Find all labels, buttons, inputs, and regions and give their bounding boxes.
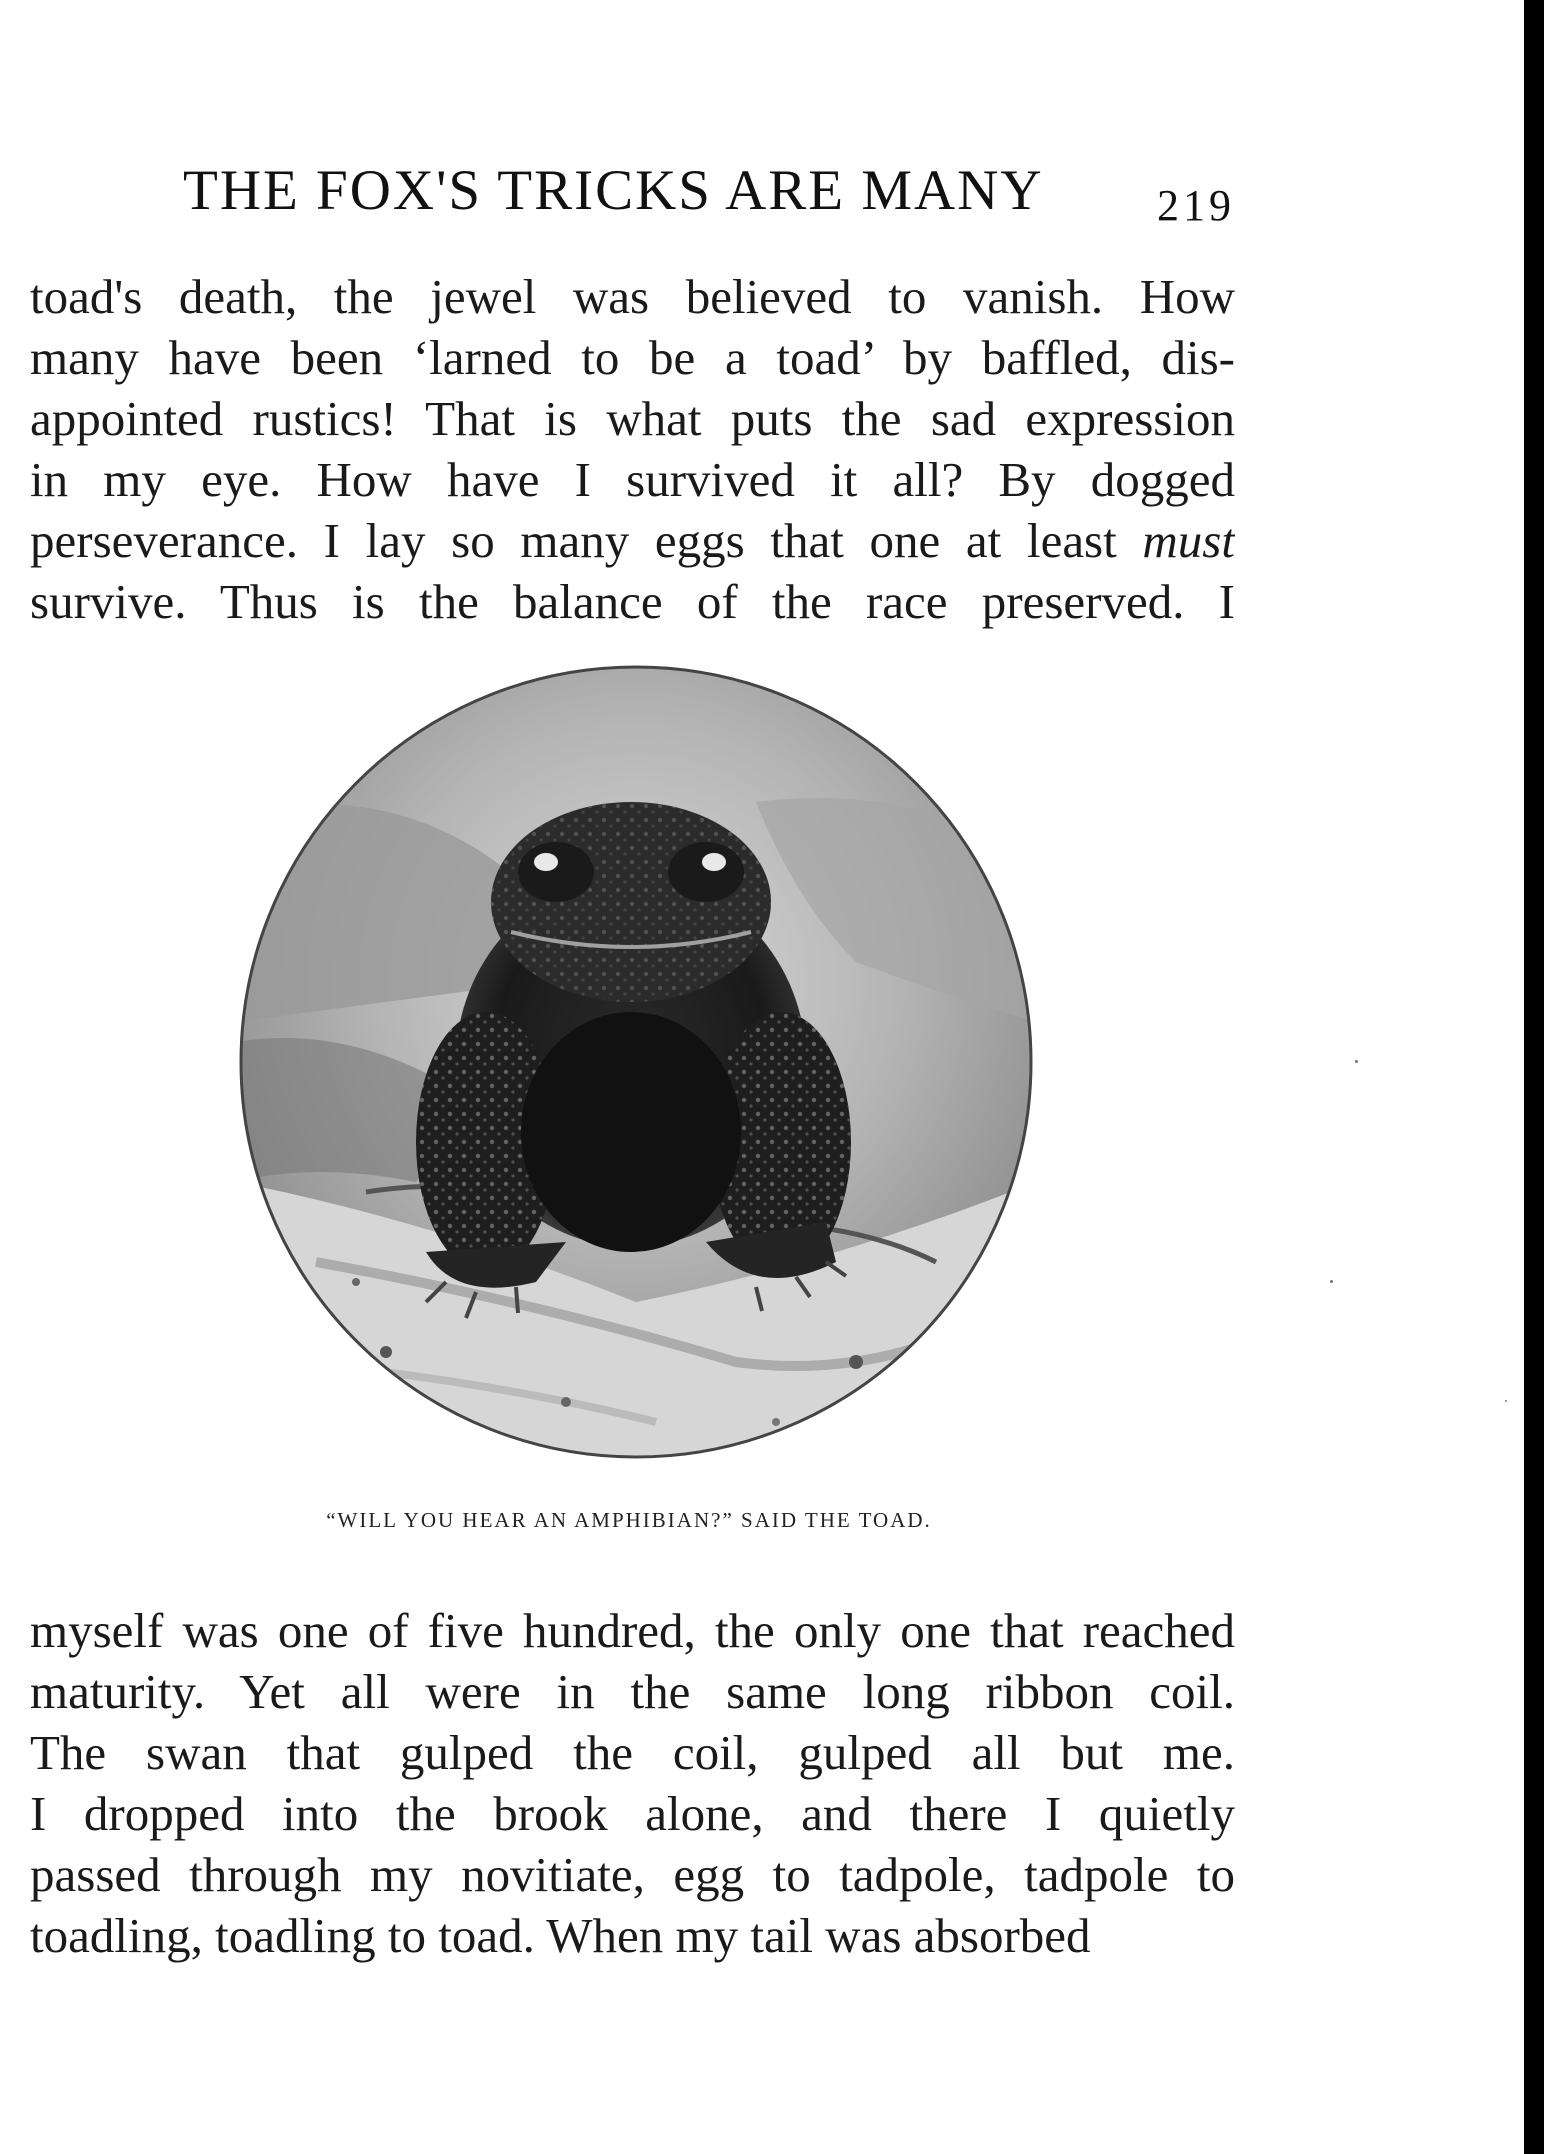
text-line: myself was one of five hundred, the only one that reached xyxy=(30,1603,1235,1658)
text-line: in my eye. How have I survived it all? By dogged xyxy=(30,452,1235,507)
text-line: I dropped into the brook alone, and there I quietly xyxy=(30,1786,1235,1841)
scan-speck xyxy=(1505,1400,1507,1402)
scan-speck xyxy=(1330,1280,1333,1283)
scan-speck xyxy=(1355,1060,1358,1063)
scan-edge-border xyxy=(1524,0,1544,2154)
text-line: passed through my novitiate, egg to tadpole, tadpole to xyxy=(30,1847,1235,1902)
text-line: toadling, toadling to toad. When my tail was absorbed xyxy=(30,1908,1091,1963)
emphasis-word: must xyxy=(1142,513,1235,568)
text-line: The swan that gulped the coil, gulped all but me. xyxy=(30,1725,1235,1780)
toad-photograph xyxy=(236,662,1036,1462)
paragraph-bottom xyxy=(30,1600,1235,1966)
text-line-with-emphasis xyxy=(30,510,1235,571)
chapter-title: THE FOX'S TRICKS ARE MANY xyxy=(183,159,1044,222)
text-line: survive. Thus is the balance of the race preserved. I xyxy=(30,574,1235,629)
text-line: maturity. Yet all were in the same long ribbon coil. xyxy=(30,1664,1235,1719)
paragraph-top xyxy=(30,266,1235,632)
text-line: toad's death, the jewel was believed to vanish. How xyxy=(30,269,1235,324)
text-line: many have been ‘larned to be a toad’ by baffled, dis- xyxy=(30,330,1235,385)
page-number: 219 xyxy=(1157,181,1235,230)
figure-caption: “WILL YOU HEAR AN AMPHIBIAN?” SAID THE TOAD. xyxy=(326,1508,932,1532)
running-header xyxy=(183,158,1243,238)
text-line: appointed rustics! That is what puts the sad expression xyxy=(30,391,1235,446)
text-segment: perseverance. I lay so many eggs that one at least xyxy=(30,513,1117,568)
toad-illustration xyxy=(236,662,1036,1462)
